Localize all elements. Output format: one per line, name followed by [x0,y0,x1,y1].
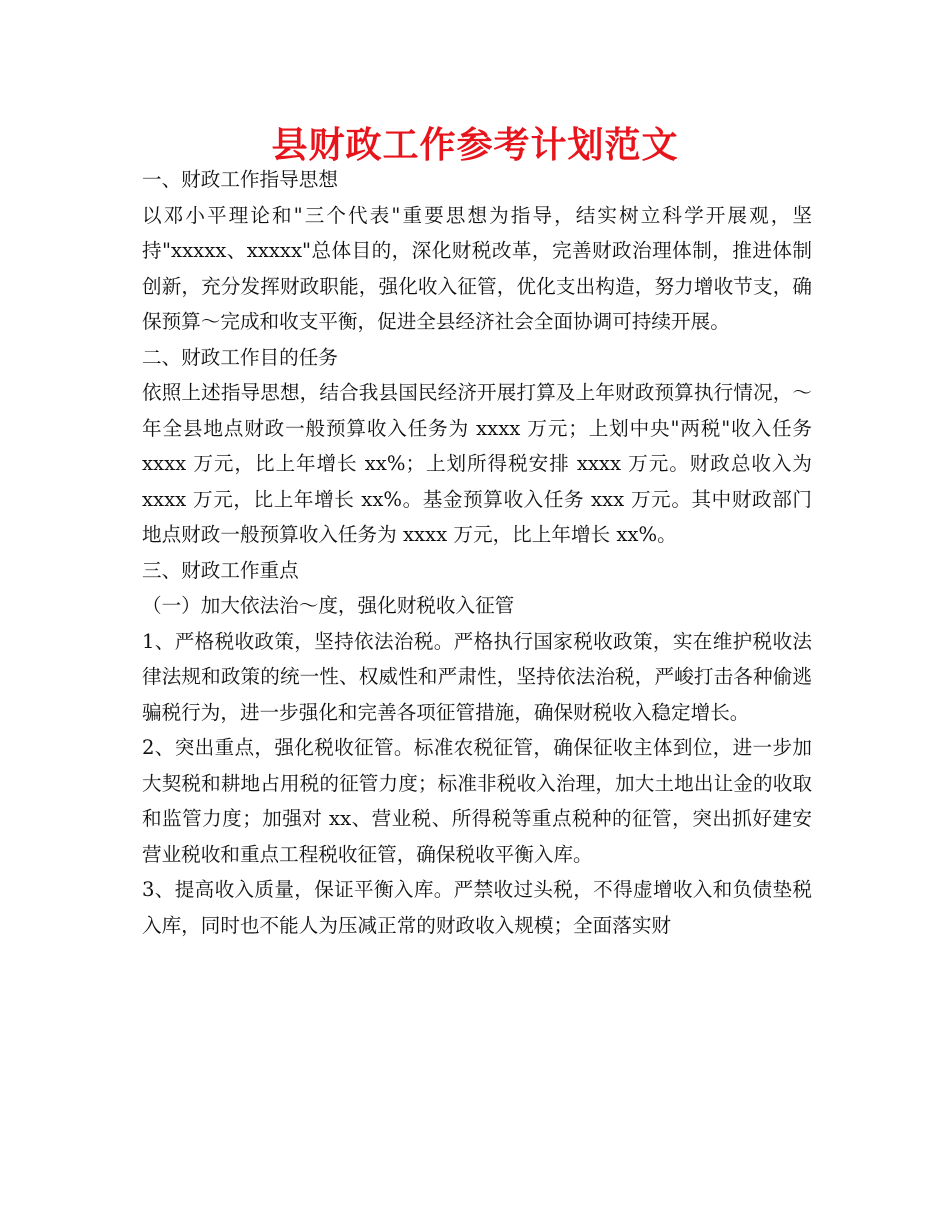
paragraph-item-1: 1、严格税收政策，坚持依法治税。严格执行国家税收政策，实在维护税收法律法规和政策的统一性、权威性和严肃性，坚持依法治税，严峻打击各种偷逃骗税行为，进一步强化和完善各项征管措施，确保财税收入稳定增长。 [142,629,812,724]
paragraph-guiding-ideology: 以邓小平理论和"三个代表"重要思想为指导，结实树立科学开展观，坚持"xxxxx、xxxxx"总体目的，深化财税改革，完善财政治理体制，推进体制创新，充分发挥财政职能，强化收入征管，优化支出构造，努力增收节支，确保预算～完成和收支平衡，促进全县经济社会全面协调可持续开展。 [142,203,812,333]
paragraph-targets-tasks: 依照上述指导思想，结合我县国民经济开展打算及上年财政预算执行情况，～年全县地点财政一般预算收入任务为 xxxx 万元；上划中央"两税"收入任务 xxxx 万元，比上年增长 xx%；上划所得税安排 xxxx 万元。财政总收入为 xxxx 万元，比上年增长 xx%。基金预算收入任务 xxx 万元。其中财政部门地点财政一般预算收入任务为 xxxx 万元，比上年增长 xx%。 [142,381,812,546]
section-heading-work-focus: 三、财政工作重点 [142,558,299,582]
section-heading-guiding-ideology: 一、财政工作指导思想 [142,168,338,191]
section-heading-targets-tasks: 二、财政工作目的任务 [142,345,338,369]
paragraph-item-3: 3、提高收入质量，保证平衡入库。严禁收过头税，不得虚增收入和负债垫税入库，同时也不能人为压减正常的财政收入规模；全面落实财 [142,878,812,937]
document-title: 县财政工作参考计划范文 [271,125,679,166]
subsection-heading-law-enforcement: （一）加大依法治～度，强化财税收入征管 [142,594,515,617]
paragraph-item-2: 2、突出重点，强化税收征管。标准农税征管，确保征收主体到位，进一步加大契税和耕地占用税的征管力度；标准非税收入治理，加大土地出让金的收取和监管力度；加强对 xx、营业税、所得税等重点税种的征管，突出抓好建安营业税收和重点工程税收征管，确保税收平衡入库。 [142,736,812,866]
document-body [142,162,812,943]
